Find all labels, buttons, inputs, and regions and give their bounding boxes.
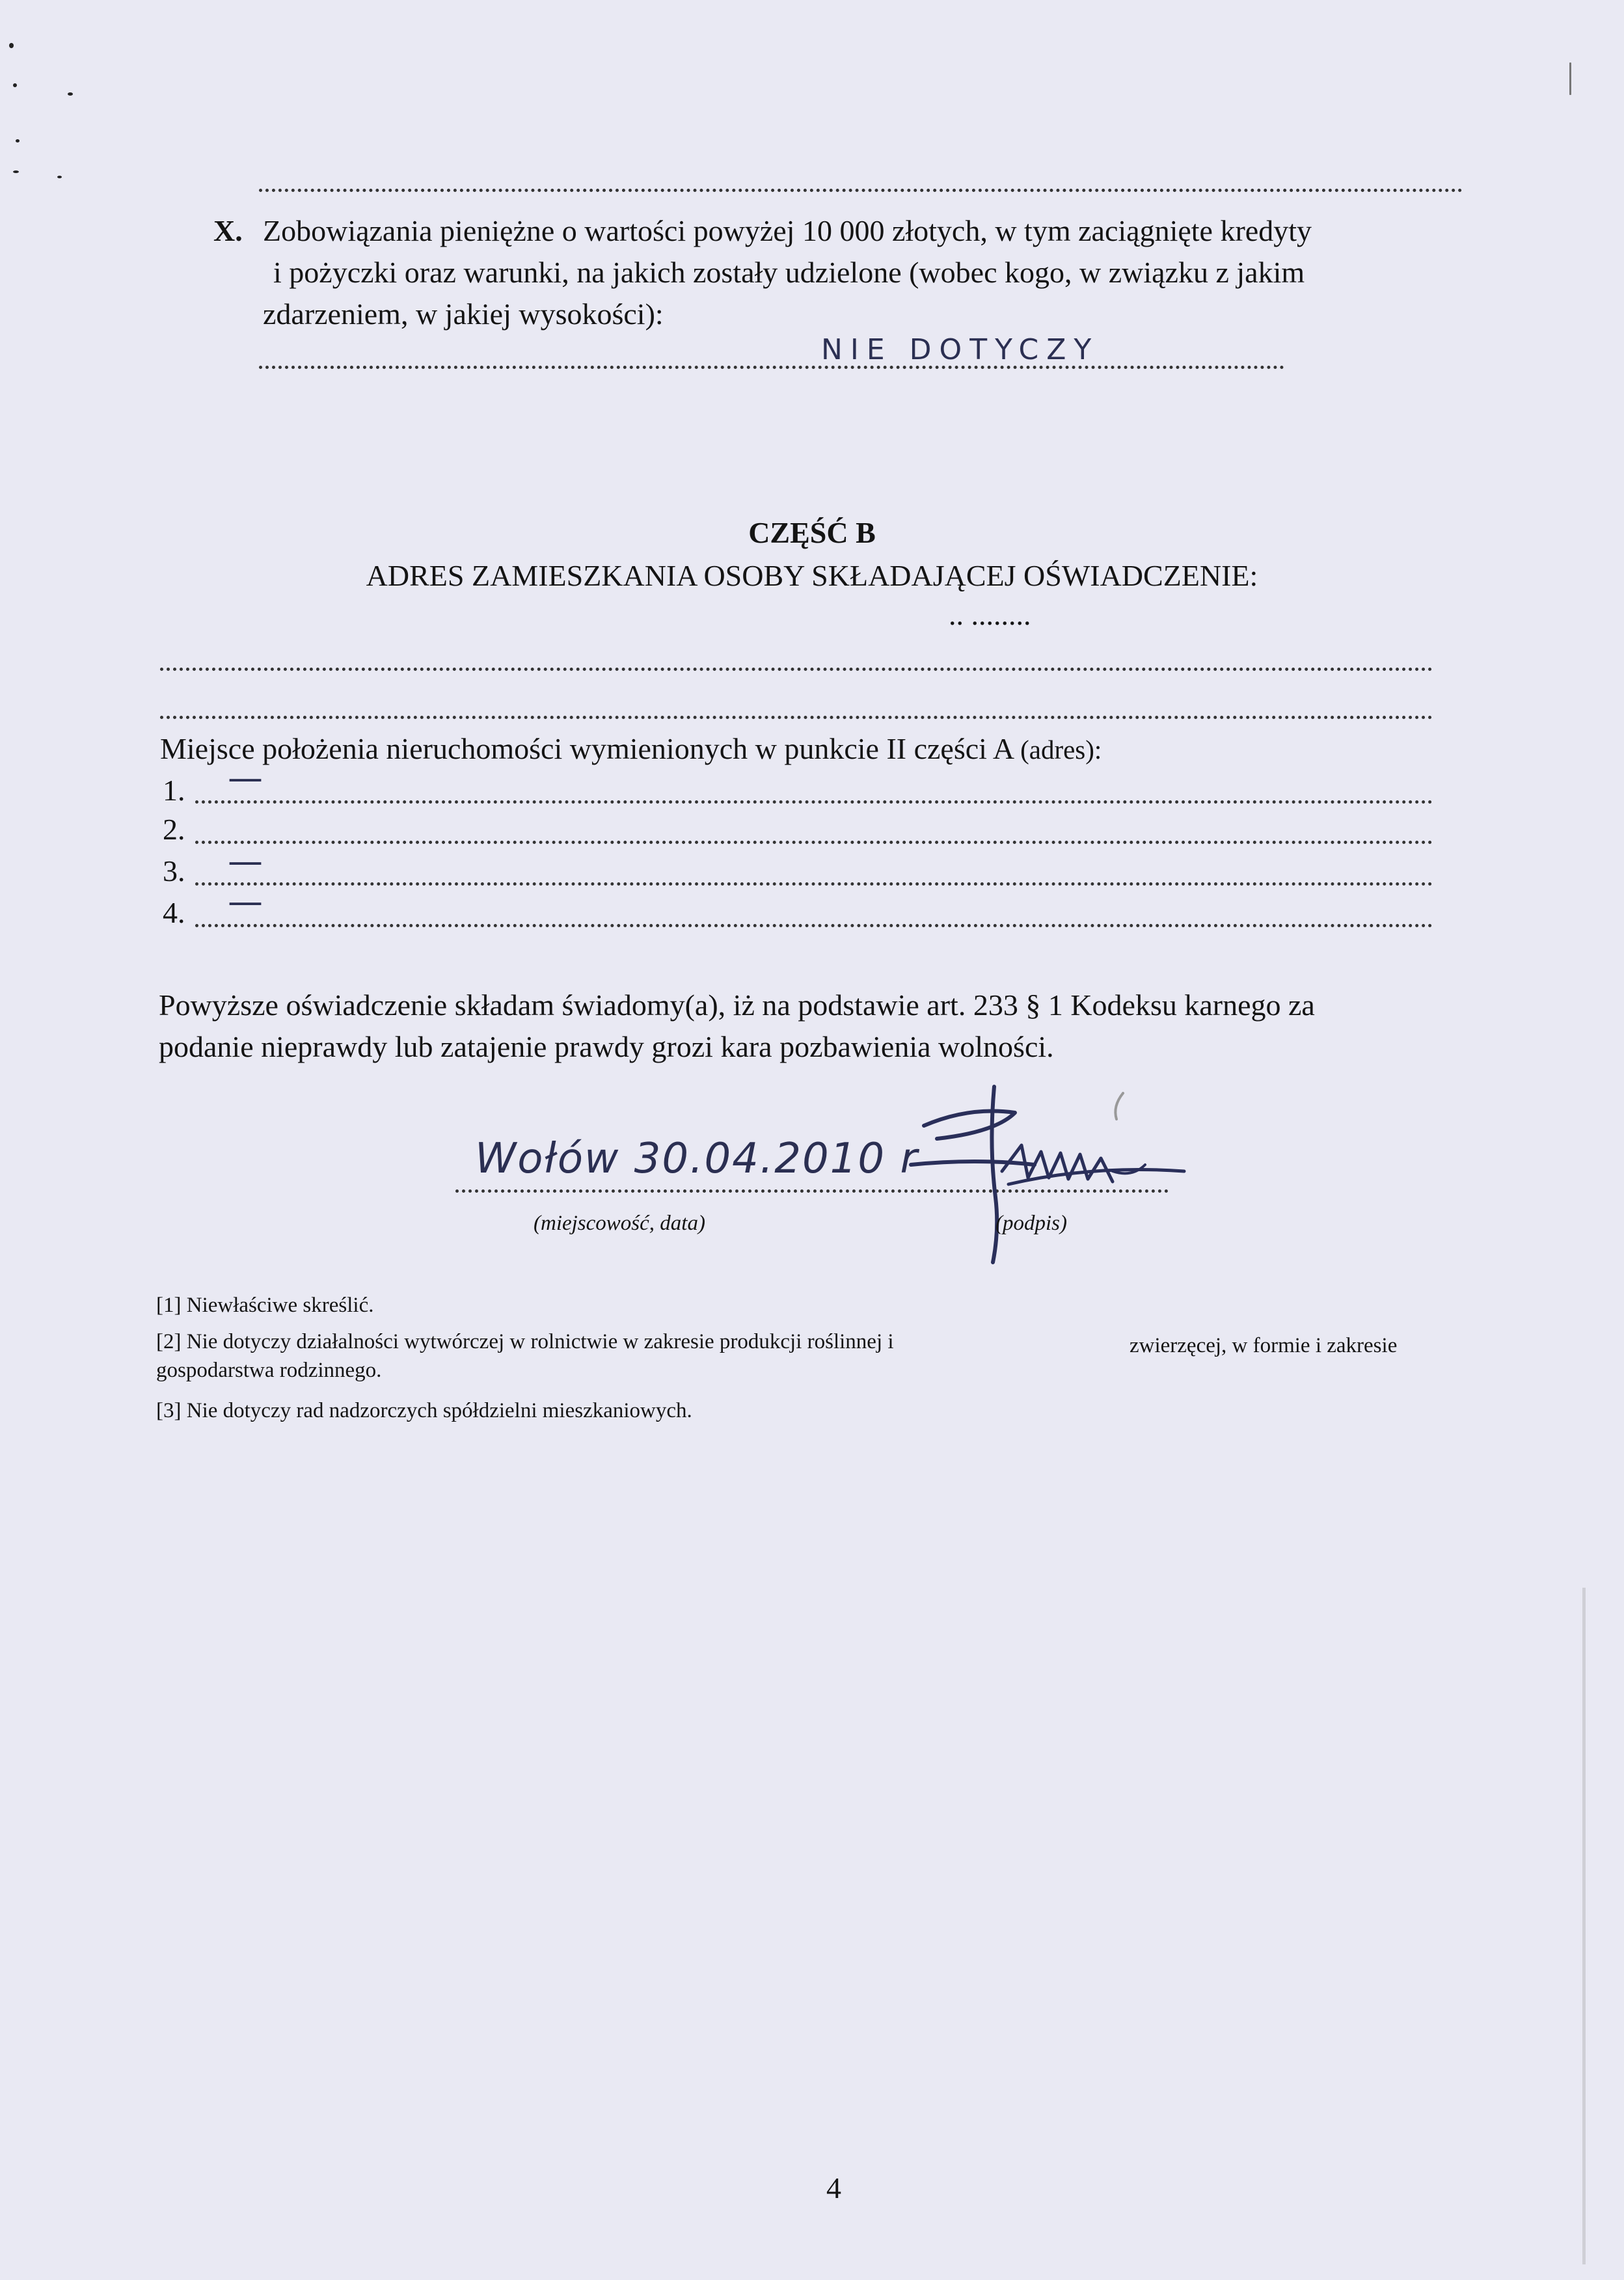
property-heading xyxy=(160,734,1102,764)
footnote-ref: [2] xyxy=(156,1330,182,1353)
property-heading-suffix: (adres): xyxy=(1020,735,1102,765)
part-b-title: CZĘŚĆ B xyxy=(748,516,876,549)
scan-speck xyxy=(1582,1588,1586,2264)
property-item-line xyxy=(195,882,1433,886)
place-date-label: (miejscowość, data) xyxy=(534,1212,705,1235)
scan-speck xyxy=(13,83,17,87)
property-item-line xyxy=(195,924,1433,927)
property-item-number: 2. xyxy=(163,813,185,846)
declaration-line-1: Powyższe oświadczenie składam świadomy(a), iż na podstawie art. 233 § 1 Kodeksu karnego za xyxy=(159,988,1315,1022)
footnote-text-line-2: gospodarstwa rodzinnego. xyxy=(156,1359,382,1382)
footnote-text-continuation: zwierzęcej, w formie i zakresie xyxy=(1130,1334,1398,1357)
property-item-line xyxy=(195,841,1433,844)
footnote xyxy=(156,1331,894,1353)
property-item-number: 4. xyxy=(163,896,185,929)
scan-speck xyxy=(1569,62,1571,95)
scan-speck xyxy=(9,43,14,48)
section-x-line-2: i pożyczki oraz warunki, na jakich zostały udzielone (wobec kogo, w związku z jakim xyxy=(273,256,1305,289)
property-heading-text: Miejsce położenia nieruchomości wymienionych w punkcie II części A xyxy=(160,732,1013,765)
declaration-line-2: podanie nieprawdy lub zatajenie prawdy grozi kara pozbawienia wolności. xyxy=(159,1030,1054,1063)
dotted-line xyxy=(259,189,1463,192)
address-trace: .. ........ xyxy=(949,598,1031,631)
scan-speck xyxy=(13,170,19,173)
footnote-ref: [1] xyxy=(156,1294,182,1317)
property-item-mark: — xyxy=(228,881,263,922)
answer-dotted-line xyxy=(259,366,1284,369)
property-item-mark: — xyxy=(228,841,263,882)
scan-speck xyxy=(16,139,20,142)
scan-speck xyxy=(57,176,62,178)
signature-label: (podpis) xyxy=(995,1212,1067,1235)
property-item-number: 3. xyxy=(163,854,185,888)
section-x-number: X. xyxy=(213,214,243,247)
property-item-line xyxy=(195,800,1433,804)
part-b-subtitle: ADRES ZAMIESZKANIA OSOBY SKŁADAJĄCEJ OŚWIADCZENIE: xyxy=(366,559,1258,592)
footnote xyxy=(156,1400,692,1422)
property-item-number: 1. xyxy=(163,774,185,807)
signature xyxy=(898,1067,1210,1275)
page-number: 4 xyxy=(826,2171,841,2205)
property-item-mark: — xyxy=(228,757,263,798)
handwritten-answer: NIE DOTYCZY xyxy=(821,333,1100,366)
section-x-line-3: zdarzeniem, w jakiej wysokości): xyxy=(263,297,664,331)
footnote-ref: [3] xyxy=(156,1399,182,1422)
footnote-text: Nie dotyczy rad nadzorczych spółdzielni mieszkaniowych. xyxy=(186,1399,692,1422)
footnote xyxy=(156,1295,373,1316)
section-x-line-1: Zobowiązania pieniężne o wartości powyżej 10 000 złotych, w tym zaciągnięte kredyty xyxy=(263,214,1312,247)
handwritten-place-date: Wołów 30.04.2010 r xyxy=(475,1135,919,1183)
footnote-text: Niewłaściwe skreślić. xyxy=(186,1294,374,1317)
address-dotted-line xyxy=(160,668,1433,671)
address-dotted-line xyxy=(160,716,1433,719)
footnote-text: Nie dotyczy działalności wytwórczej w rolnictwie w zakresie produkcji roślinnej i xyxy=(186,1330,894,1353)
scan-speck xyxy=(68,92,73,96)
